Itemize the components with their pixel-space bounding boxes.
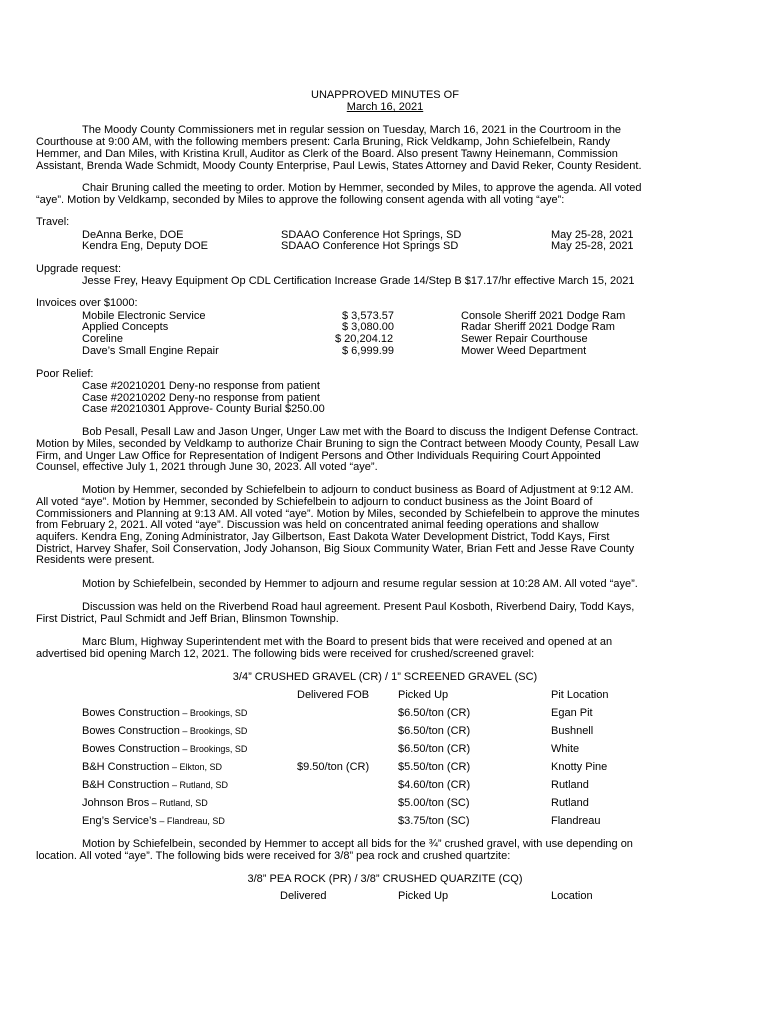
delivered-price: $9.50/ton (CR) (297, 761, 370, 773)
header-picked-up: Picked Up (398, 689, 449, 701)
header-delivered-fob: Delivered FOB (297, 689, 370, 701)
pea-table-title: 3/8” PEA ROCK (PR) / 3/8” CRUSHED QUARZITE (CQ) (247, 873, 523, 885)
table-row: Johnson Bros – Rutland, SD (82, 797, 208, 809)
table-row: Eng’s Service’s – Flandreau, SD (82, 815, 225, 827)
header-delivered: Delivered (280, 890, 327, 902)
table-row: Bowes Construction – Brookings, SD (82, 743, 248, 755)
table-row: B&H Construction – Rutland, SD (82, 779, 228, 791)
header-location: Location (551, 890, 593, 902)
resume-paragraph: Motion by Schiefelbein, seconded by Hemmer to adjourn and resume regular session at 10:28 AM. All voted “aye”. (82, 578, 638, 590)
table-row: Bowes Construction – Brookings, SD (82, 725, 248, 737)
header-picked-up: Picked Up (398, 890, 449, 902)
gravel-table-title: 3/4” CRUSHED GRAVEL (CR) / 1” SCREENED GRAVEL (SC) (232, 671, 538, 683)
document-title: UNAPPROVED MINUTES OF (311, 89, 459, 101)
travel-label: Travel: (36, 216, 70, 228)
table-row: Bowes Construction – Brookings, SD (82, 707, 248, 719)
meeting-date: March 16, 2021 (346, 101, 424, 113)
header-pit-location: Pit Location (551, 689, 609, 701)
document-page: UNAPPROVED MINUTES OF March 16, 2021 The Moody County Commissioners met in regular session on Tuesday, March 16, 2021 in the Courtroom in the Courthouse at 9:00 AM, with the following members present: Carla Bruning, Rick Veldkamp, John Schiefelbein, Randy Hemmer, and Dan Miles, with Kristina Krull, Auditor as Clerk of the Board. Also present Tawny Heinemann, Commission Assistant, Brenda Wade Schmidt, Moody County Enterprise, Paul Lewis, States Attorney and David Reker, County Resident. Chair Bruning called the meeting to order. Motion by Hemmer, seconded by Miles, to approve the agenda. All voted “aye”. Motion by Veldkamp, seconded by Miles to approve the following consent agenda with all voting “aye”: Travel: DeAnna Berke, DOE SDAAO Conference Hot Springs, SD May 25-28, 2021 Kendra Eng, Deputy DOE SDAAO Conference Hot Springs SD May 25-28, 2021 Upgrade request: Jesse Frey, Heavy Equipment Op CDL Certification Increase Grade 14/Step B $17.17/hr effective March 15, 2021 Invoices over $1000: Mobile Electronic Service $ 3,573.57 Console Sheriff 2021 Dodge Ram Applied Concepts $ 3,080.00 Radar Sheriff 2021 Dodge Ram Coreline $ 20,204.12 Sewer Repair Courthouse Dave’s Small Engine Repair $ 6,999.99 Mower Weed Department Poor Relief: Case #20210201 Deny-no response from patient Case #20210202 Deny-no response from patient Case #20210301 Approve- County Burial $250.00 Bob Pesall, Pesall Law and Jason Unger, Unger Law met with the Board to discuss the Indigent Defense Contract. Motion by Miles, seconded by Veldkamp to authorize Chair Bruning to sign the Contract between Moody County, Pesall Law Firm, and Unger Law Office for Representation of Indigent Persons and Other Individuals Requiring Court Appointed Counsel, effective July 1, 2021 through June 30, 2023. All voted “aye”. Motion by Hemmer, seconded by Schiefelbein to adjourn to conduct business as Board of Adjustment at 9:12 AM. All voted “aye”. Motion by Hemmer, seconded by Schiefelbein to adjourn to conduct business as the Joint Board of Commissioners and Planning at 9:13 AM. All voted “aye”. Motion by Miles, seconded by Schiefelbein to approve the minutes from February 2, 2021. All voted “aye”. Discussion was held on concentrated animal feeding operations and shallow aquifers. Kendra Eng, Zoning Administrator, Jay Gilbertson, East Dakota Water Development District, Todd Kays, First District, Harvey Shafer, Soil Conservation, Jody Johanson, Big Sioux Community Water, Brian Fett and Jesse Rave County Residents were present. Motion by Schiefelbein, seconded by Hemmer to adjourn and resume regular session at 10:28 AM. All voted “aye”. Discussion was held on the Riverbend Road haul agreement. Present Paul Kosboth, Riverbend Dairy, Todd Kays, First District, Paul Schmidt and Jeff Brian, Blinsmon Township. Marc Blum, Highway Superintendent met with the Board to present bids that were received and opened at an advertised bid opening March 12, 2021. The following bids were received for crushed/screened gravel: 3/4” CRUSHED GRAVEL (CR) / 1” SCREENED GRAVEL (SC) Delivered FOB Picked Up Pit Location Bowes Construction – Brookings, SD $6.50/ton (CR) Egan Pit Bowes Construction – Brookings, SD $6.50/ton (CR) Bushnell Bowes Construction – Brookings, SD $6.50/ton (CR) White B&H Construction – Elkton, SD $9.50/ton (CR) $5.50/ton (CR) Knotty Pine B&H Construction – Rutland, SD $4.60/ton (CR) Rutland Johnson Bros – Rutland, SD $5.00/ton (SC) Rutland Eng’s Service’s – Flandreau, SD $3.75/ton (SC) Flandreau Motion by Schiefelbein, seconded by Hemmer to accept all bids for the ¾” crushed gravel, with use depending on location. All voted “aye”. The following bids were received for 3/8” pea rock and crushed quartzite: 3/8” PEA ROCK (PR) / 3/8” CRUSHED QUARZITE (CQ) Delivered Picked Up Location (0, 0, 770, 1024)
table-row: B&H Construction – Elkton, SD (82, 761, 222, 773)
